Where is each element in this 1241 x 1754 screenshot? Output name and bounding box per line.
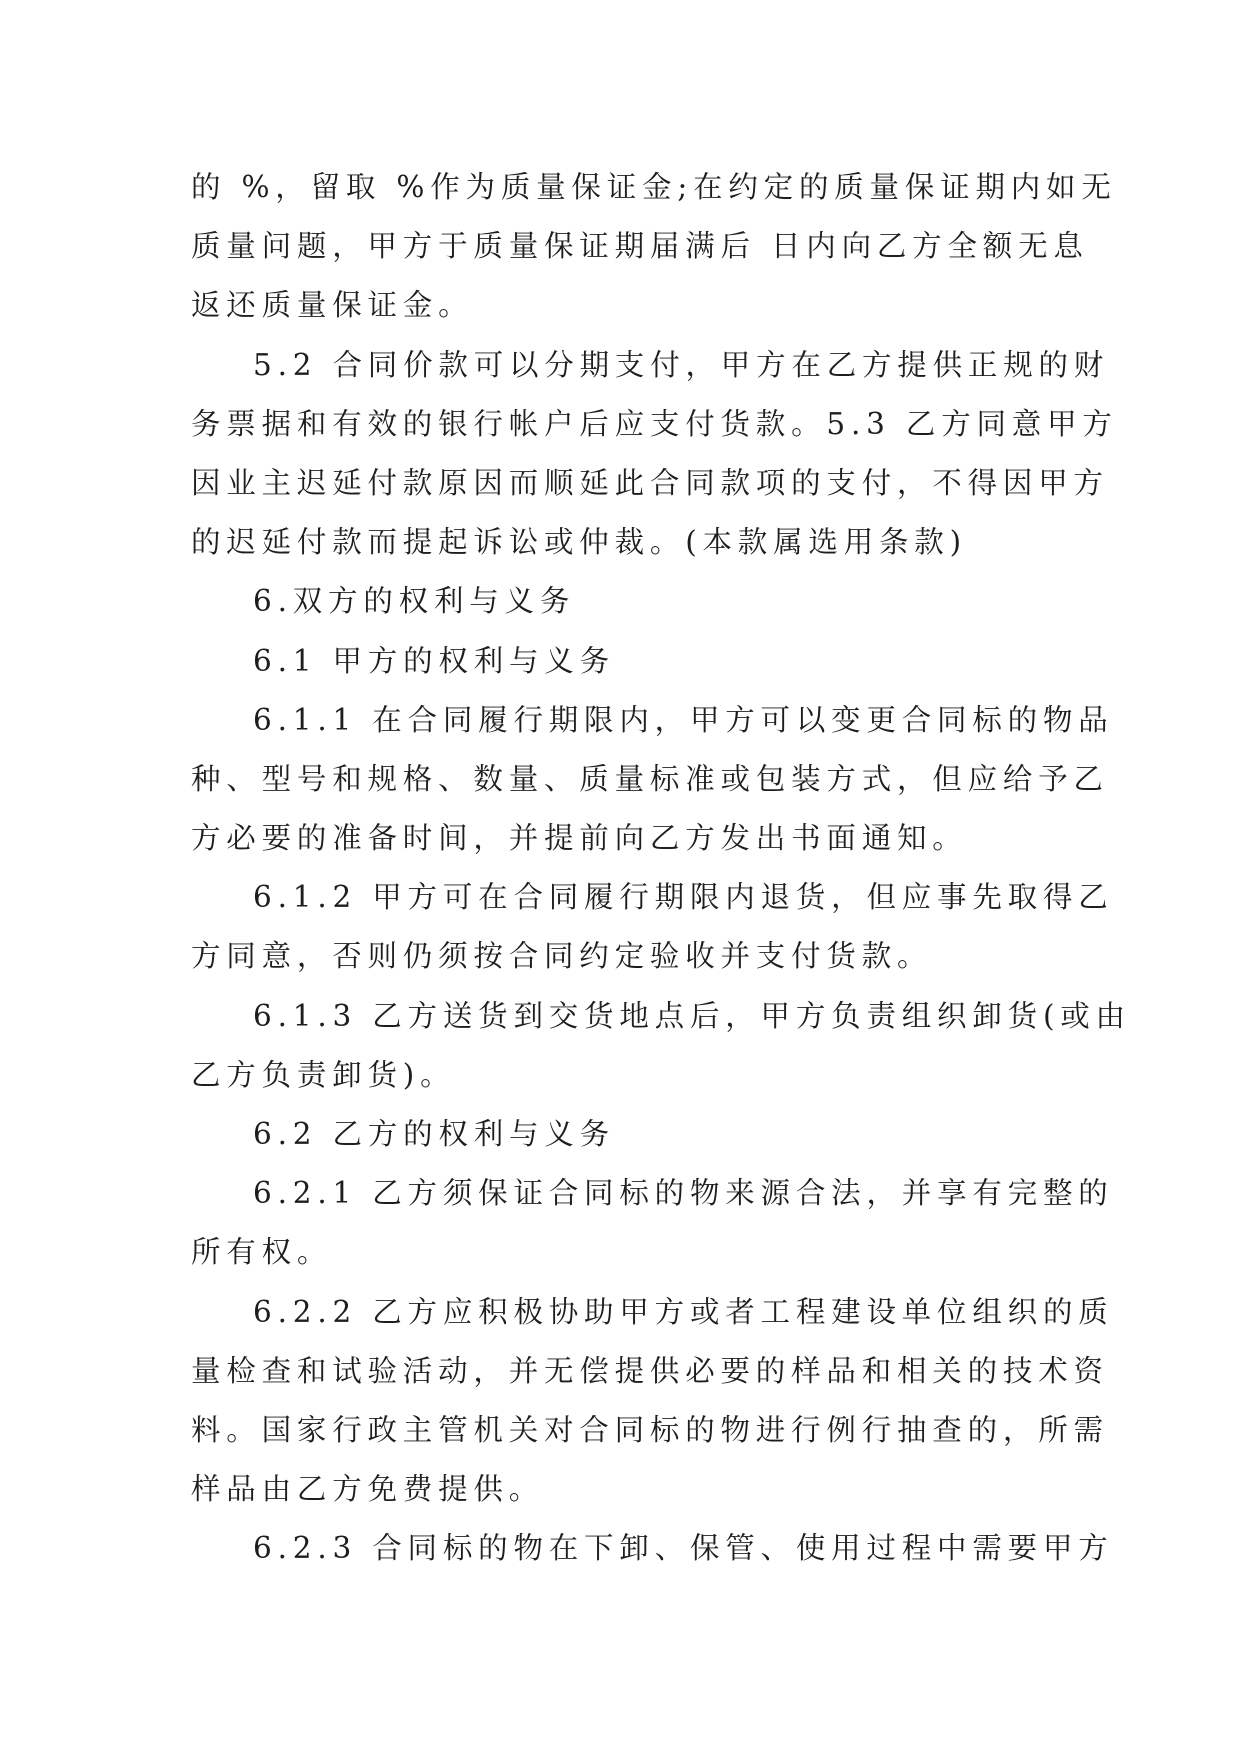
paragraph-5-2 — [191, 336, 1118, 573]
paragraph-6-1-2 — [191, 868, 1114, 986]
document-body — [191, 158, 1131, 1579]
text-line: 量检查和试验活动，并无偿提供必要的样品和相关的技术资 — [191, 1353, 1109, 1388]
text-line: 因业主迟延付款原因而顺延此合同款项的支付，不得因甲方 — [191, 465, 1109, 500]
text-line: 质量问题，甲方于质量保证期届满后 日内向乙方全额无息 — [191, 229, 1089, 264]
text-line: 所有权。 — [191, 1235, 333, 1270]
paragraph-5-1-continued — [191, 158, 1117, 336]
text-line: 乙方负责卸货)。 — [191, 1057, 456, 1092]
text-line: 方同意，否则仍须按合同约定验收并支付货款。 — [191, 939, 933, 974]
text-line: 6.1.2 甲方可在合同履行期限内退货，但应事先取得乙 — [253, 880, 1114, 915]
text-line: 料。国家行政主管机关对合同标的物进行例行抽查的，所需 — [191, 1412, 1109, 1447]
text-line: 5.2 合同价款可以分期支付，甲方在乙方提供正规的财 — [253, 347, 1110, 382]
text-line: 样品由乙方免费提供。 — [191, 1472, 545, 1507]
text-line: 6.2.3 合同标的物在下卸、保管、使用过程中需要甲方 — [253, 1531, 1114, 1566]
paragraph-6-2-2 — [191, 1283, 1114, 1520]
paragraph-6-2-1 — [191, 1164, 1114, 1282]
paragraph-6-1-3 — [191, 987, 1131, 1105]
section-heading-6-1 — [191, 632, 1051, 691]
text-line: 6.2 乙方的权利与义务 — [253, 1117, 615, 1151]
text-line: 6.1.3 乙方送货到交货地点后，甲方负责组织卸货(或由 — [253, 998, 1131, 1033]
text-line: 6.1 甲方的权利与义务 — [253, 643, 615, 678]
text-line: 的 %，留取 %作为质量保证金;在约定的质量保证期内如无 — [191, 170, 1117, 204]
text-line: 6.1.1 在合同履行期限内，甲方可以变更合同标的物品 — [253, 702, 1114, 737]
text-line: 方必要的准备时间，并提前向乙方发出书面通知。 — [191, 821, 968, 856]
text-line: 的迟延付款而提起诉讼或仲裁。(本款属选用条款) — [191, 525, 967, 560]
text-line: 6.双方的权利与义务 — [253, 584, 576, 619]
paragraph-6-1-1 — [191, 691, 1114, 869]
text-line: 返还质量保证金。 — [191, 288, 474, 323]
section-heading-6-2 — [191, 1105, 1051, 1164]
text-line: 6.2.2 乙方应积极协助甲方或者工程建设单位组织的质 — [253, 1294, 1114, 1329]
text-line: 务票据和有效的银行帐户后应支付货款。5.3 乙方同意甲方 — [191, 406, 1118, 441]
paragraph-6-2-3 — [191, 1519, 1114, 1578]
section-heading-6 — [191, 572, 1051, 631]
text-line: 6.2.1 乙方须保证合同标的物来源合法，并享有完整的 — [253, 1176, 1114, 1211]
text-line: 种、型号和规格、数量、质量标准或包装方式，但应给予乙 — [191, 761, 1109, 796]
